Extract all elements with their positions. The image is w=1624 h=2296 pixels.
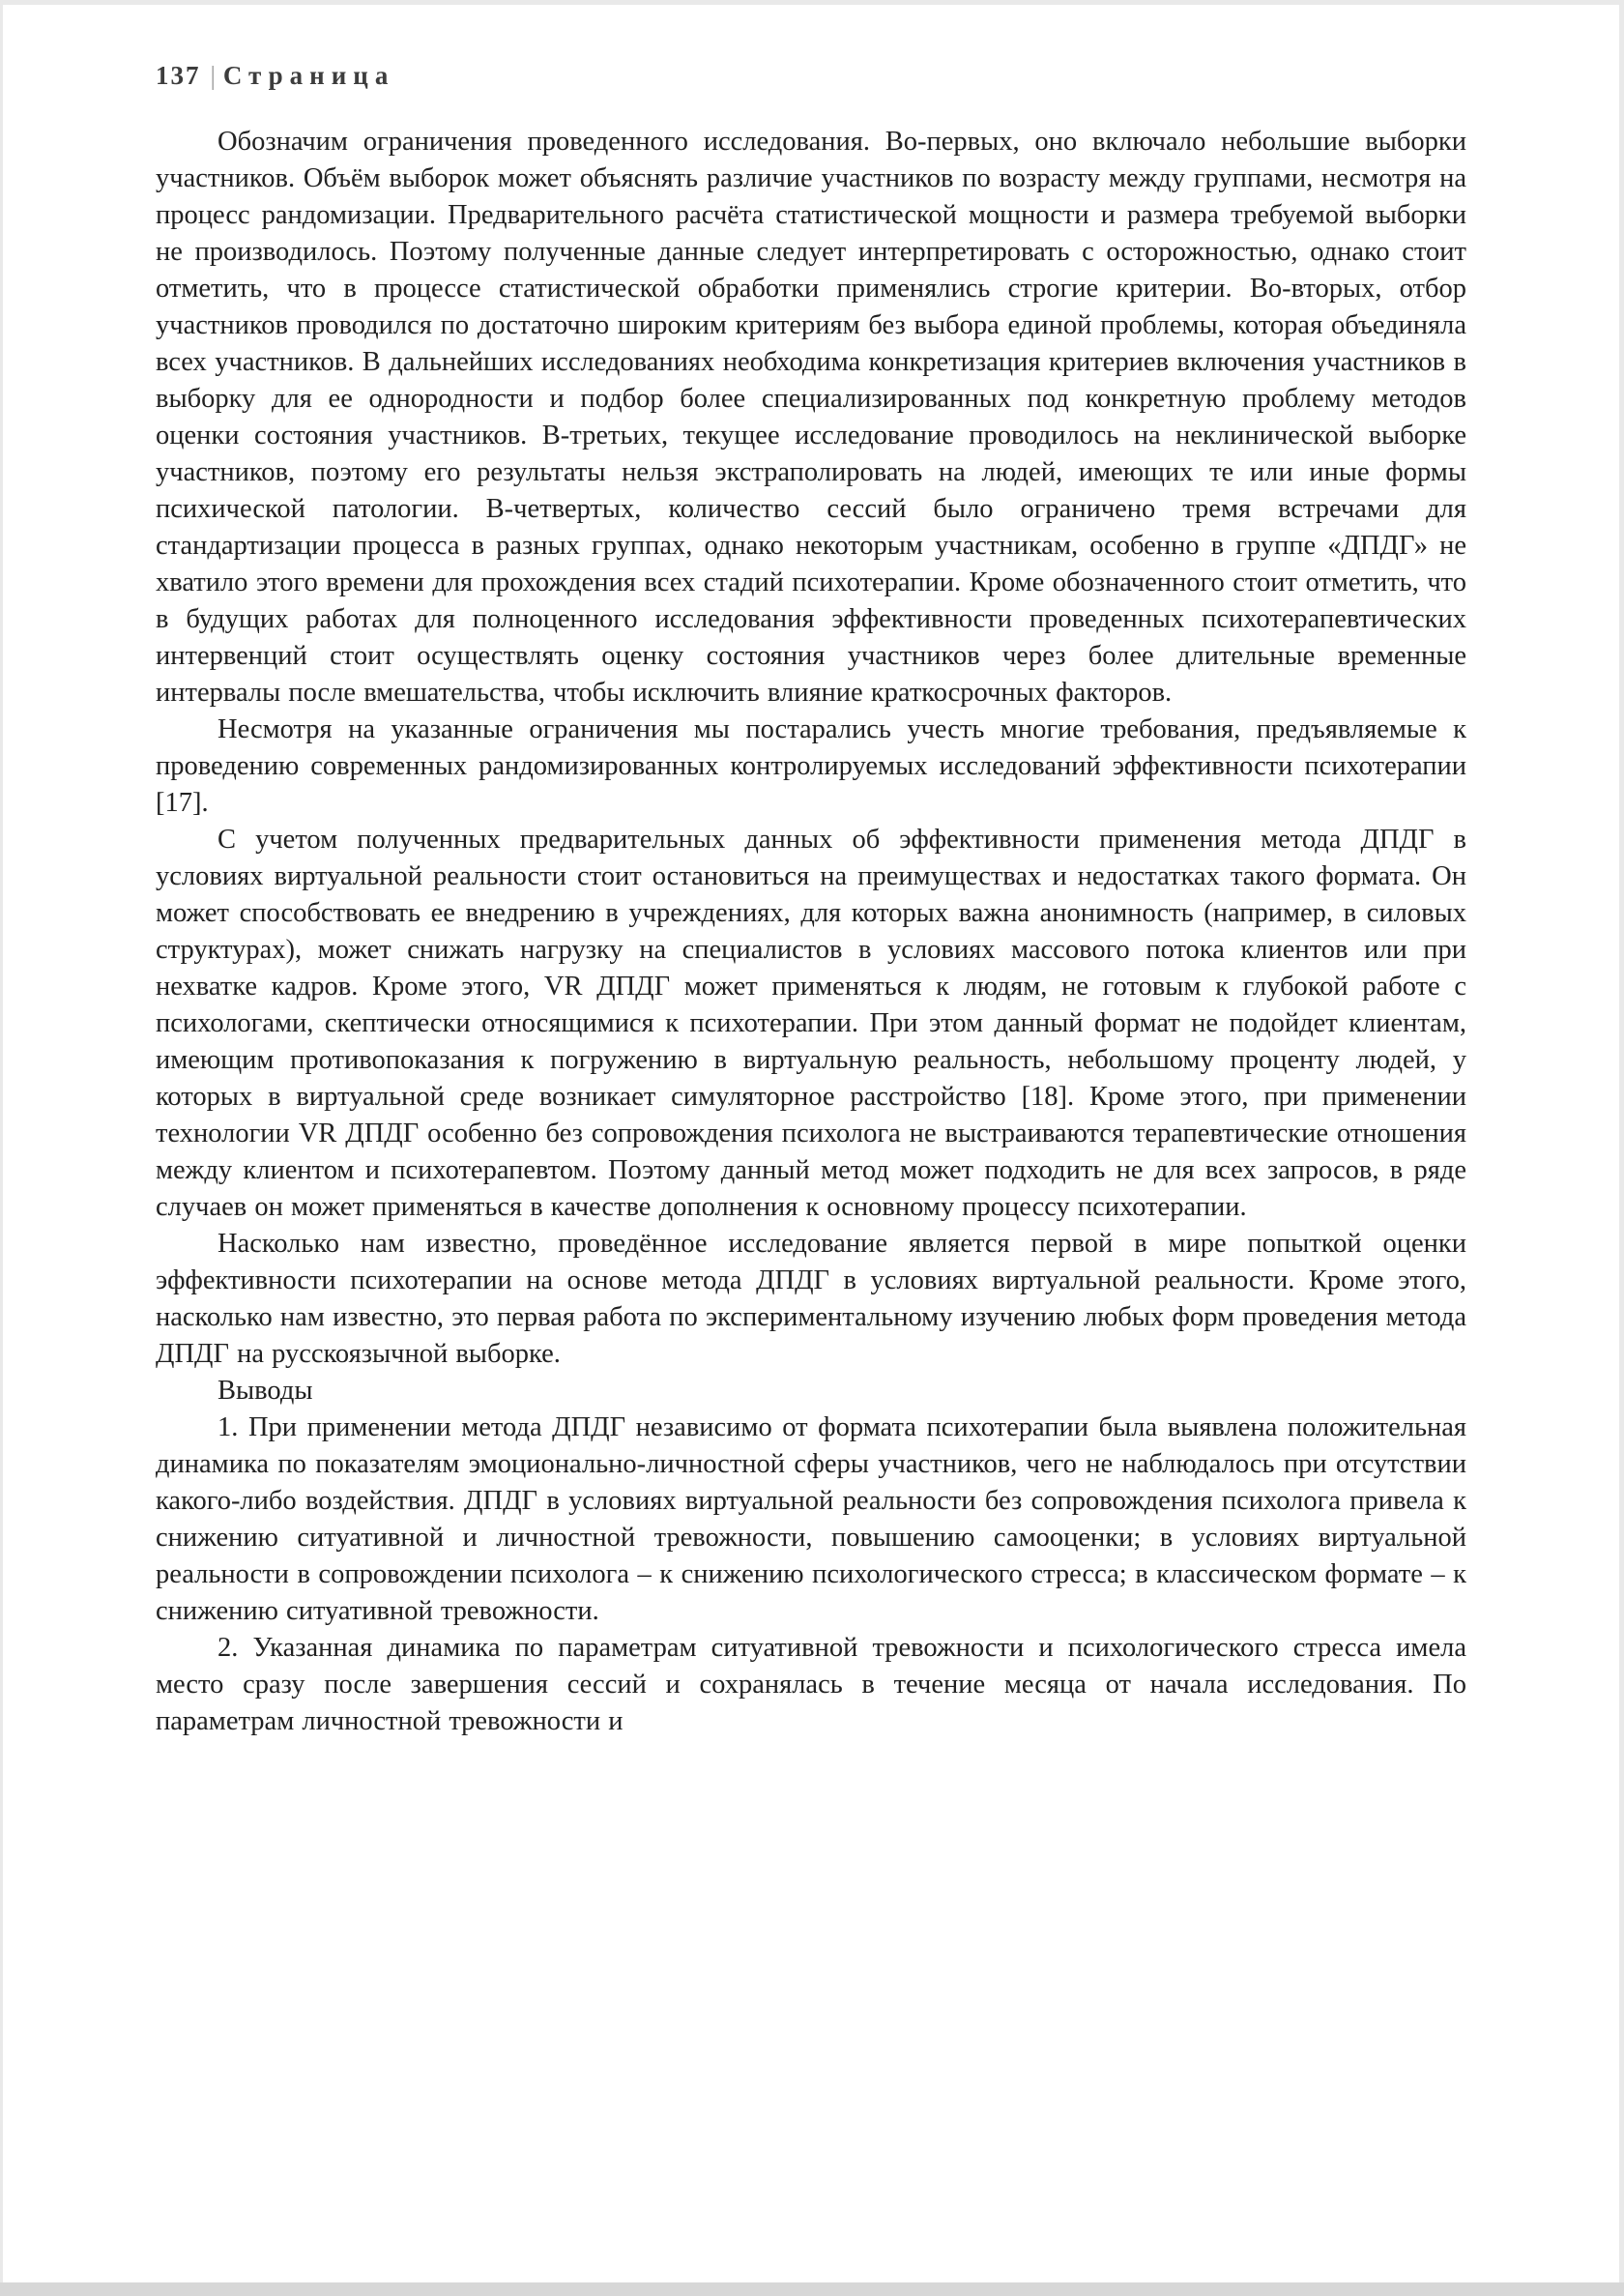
paragraph-conclusion-1: 1. При применении метода ДПДГ независимо от формата психотерапии была выявлена положительная динамика по показателям эмоционально-личностной сферы участников, чего не наблюдалось при отсутствии какого-либо воздействия. ДПДГ в условиях виртуальной реальности без сопровождения психолога привела к снижению ситуативной и личностной тревожности, повышению самооценки; в условиях виртуальной реальности в сопровождении психолога – к снижению психологического стресса; в классическом формате – к снижению ситуативной тревожности. [156, 1412, 1466, 1626]
page-header [156, 61, 1466, 91]
page-label: Страница [222, 61, 395, 90]
page-bottom-edge [0, 2282, 1624, 2296]
page-content [156, 124, 1466, 1740]
paragraph-conclusion-2: 2. Указанная динамика по параметрам ситуативной тревожности и психологического стресса имела место сразу после завершения сессий и сохранялась в течение месяца от начала исследования. По параметрам личностной тревожности и [156, 1633, 1466, 1736]
document-page [3, 5, 1619, 2282]
paragraph-requirements: Несмотря на указанные ограничения мы постарались учесть многие требования, предъявляемые к проведению современных рандомизированных контролируемых исследований эффективности психотерапии [17]. [156, 714, 1466, 818]
paragraph-vr-format-pros-cons: С учетом полученных предварительных данных об эффективности применения метода ДПДГ в условиях виртуальной реальности стоит остановиться на преимуществах и недостатках такого формата. Он может способствовать ее внедрению в учреждениях, для которых важна анонимность (например, в силовых структурах), может снижать нагрузку на специалистов в условиях массового потока клиентов или при нехватке кадров. Кроме этого, VR ДПДГ может применяться к людям, не готовым к глубокой работе с психологами, скептически относящимися к психотерапии. При этом данный формат не подойдет клиентам, имеющим противопоказания к погружению в виртуальную реальность, небольшому проценту людей, у которых в виртуальной среде возникает симуляторное расстройство [18]. Кроме этого, при применении технологии VR ДПДГ особенно без сопровождения психолога не выстраиваются терапевтические отношения между клиентом и психотерапевтом. Поэтому данный метод может подходить не для всех запросов, в ряде случаев он может применяться в качестве дополнения к основному процессу психотерапии. [156, 825, 1466, 1222]
header-separator: | [210, 61, 216, 90]
page-number: 137 [156, 61, 201, 90]
paragraph-conclusions-heading: Выводы [218, 1376, 313, 1406]
paragraph-limitations: Обозначим ограничения проведенного исследования. Во-первых, оно включало небольшие выборки участников. Объём выборок может объяснять различие участников по возрасту между группами, несмотря на процесс рандомизации. Предварительного расчёта статистической мощности и размера требуемой выборки не производилось. Поэтому полученные данные следует интерпретировать с осторожностью, однако стоит отметить, что в процессе статистической обработки применялись строгие критерии. Во-вторых, отбор участников проводился по достаточно широким критериям без выбора единой проблемы, которая объединяла всех участников. В дальнейших исследованиях необходима конкретизация критериев включения участников в выборку для ее однородности и подбор более специализированных под конкретную проблему методов оценки состояния участников. В-третьих, текущее исследование проводилось на неклинической выборке участников, поэтому его результаты нельзя экстраполировать на людей, имеющих те или иные формы психической патологии. В-четвертых, количество сессий было ограничено тремя встречами для стандартизации процесса в разных группах, однако некоторым участникам, особенно в группе «ДПДГ» не хватило этого времени для прохождения всех стадий психотерапии. Кроме обозначенного стоит отметить, что в будущих работах для полноценного исследования эффективности проведенных психотерапевтических интервенций стоит осуществлять оценку состояния участников через более длительные временные интервалы после вмешательства, чтобы исключить влияние краткосрочных факторов. [156, 127, 1466, 708]
paragraph-novelty: Насколько нам известно, проведённое исследование является первой в мире попыткой оценки эффективности психотерапии на основе метода ДПДГ в условиях виртуальной реальности. Кроме этого, насколько нам известно, это первая работа по экспериментальному изучению любых форм проведения метода ДПДГ на русскоязычной выборке. [156, 1229, 1466, 1369]
